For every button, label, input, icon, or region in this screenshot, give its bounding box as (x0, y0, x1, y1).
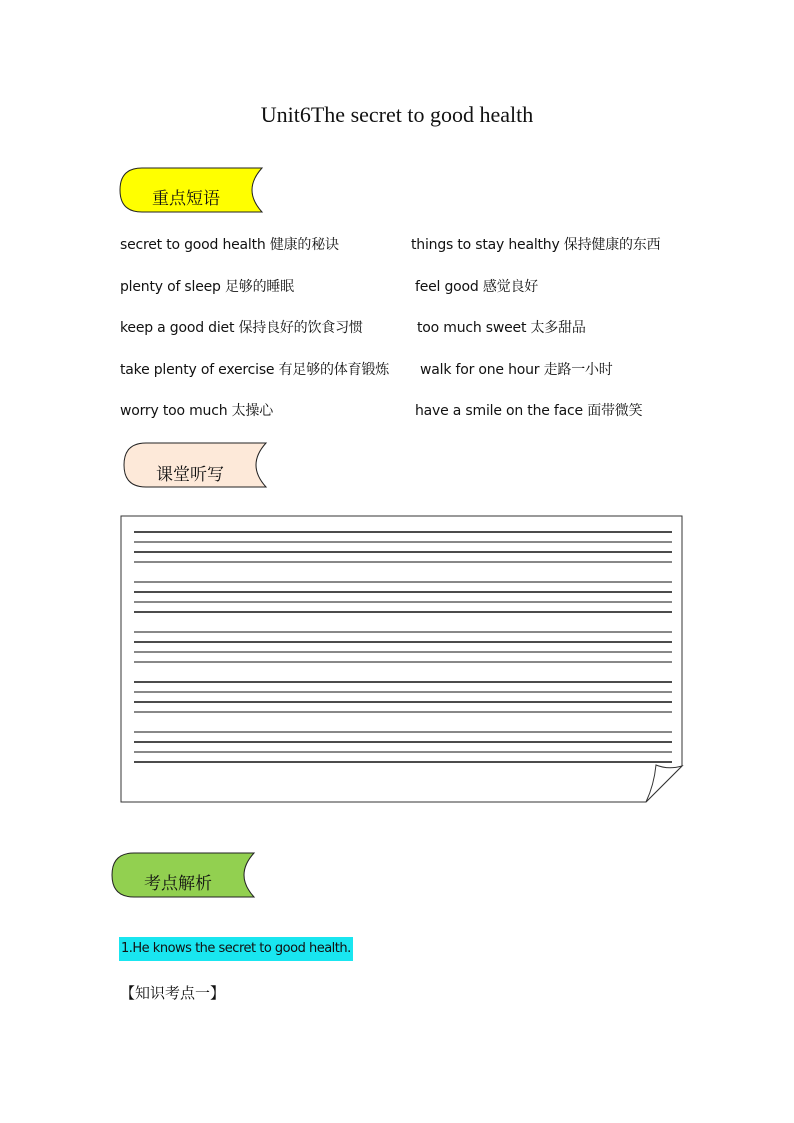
paper-outline (121, 516, 682, 802)
section-tag-key-phrases (116, 166, 276, 216)
section-tag-dictation (120, 441, 280, 491)
phrase-item: keep a good diet 保持良好的饮食习惯 (120, 320, 363, 336)
phrase-item: plenty of sleep 足够的睡眠 (120, 279, 294, 295)
phrase-item: things to stay healthy 保持健康的东西 (411, 237, 661, 253)
phrase-item: have a smile on the face 面带微笑 (415, 403, 643, 419)
section-label: 考点解析 (144, 874, 212, 894)
exercise-sentence: 1.He knows the secret to good health. (119, 937, 353, 961)
section-label: 重点短语 (152, 189, 220, 209)
phrase-item: walk for one hour 走路一小时 (420, 362, 613, 378)
phrase-item: too much sweet 太多甜品 (417, 320, 586, 336)
phrase-item: take plenty of exercise 有足够的体育锻炼 (120, 362, 389, 378)
dictation-writing-area[interactable] (120, 515, 684, 805)
section-tag-analysis (108, 851, 268, 901)
phrase-item: worry too much 太操心 (120, 403, 274, 419)
phrase-item: feel good 感觉良好 (415, 279, 539, 295)
phrase-item: secret to good health 健康的秘诀 (120, 237, 339, 253)
page-title: Unit6The secret to good health (260, 102, 534, 127)
knowledge-point-heading: 【知识考点一】 (120, 984, 226, 1002)
section-label: 课堂听写 (156, 465, 224, 485)
